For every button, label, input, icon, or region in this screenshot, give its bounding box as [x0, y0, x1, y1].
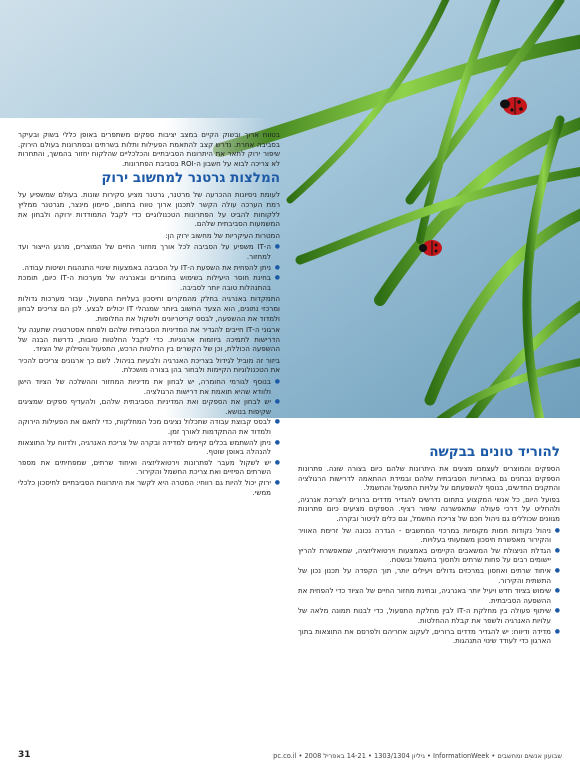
left-body-paragraph: ביזור זה מוביל לגידול בצריכת האנרגיה ולבעיות בניהול. לשם כך ארגונים צריכים להכיר את הטכנולוגיות הקיימות ולבחור בהן בצורה מושכלת. [18, 355, 280, 375]
footer-publication-info: שבועון אנשים ומחשבים • InformationWeek • גיליון 1303/1304 • 14-21 באפריל 2008 • pc.co.il [273, 752, 562, 760]
left-top-paragraph: בטווח ארוך ובשוק הקיים במצב יציבות ספקים משתפרים באופן כללי בשוק ובעיקר בסביבה אחרת. נדרש קצב להתאמת הפעילות ותלות בשרתים ובפתרונות בעולם הירוק. שיפור ירוק לתאר את היתרונות הסביבתיים והכלכליים שהלקוח יחזור בהמשך, והתחרות לא צריכה לבוא על חשבון ה-ROI בסביבת הפתרונות. [18, 130, 280, 168]
list-item: ● ירוק יכול להיות גם רווחי: המטרה היא לקשר את היתרונות הסביבתיים לחיסכון כלכלי ממשי. [18, 478, 280, 497]
list-item: ● הגדלת הניצולת של המשאבים הקיימים באמצעות וירטואליזציה, שמאפשרת להריץ יישומים רבים על פחות שרתים ולחסוך בחשמל ובשטח. [298, 546, 560, 565]
list-item: ● איחוד שרתים ואחסון במרכזים גדולים ויעילים יותר, תוך הקפדה על תכנון נכון של התשתית והקירור. [298, 566, 560, 585]
section-heading-gartner: המלצות גרטנר למחשוב ירוק [101, 170, 280, 187]
list-item: ● ניהול נקודות חמות מקומיות במרכזי המחשבים - הגדרה נכונה של זרימת האוויר והקירור מאפשרת חיסכון משמעותי בעלויות. [298, 526, 560, 545]
list-item: ● שיתוף פעולה בין מחלקת ה-IT לבין מחלקת התפעול, כדי לבנות תמונה מלאה של עלויות האנרגיה ולשפר את קבלת ההחלטות. [298, 606, 560, 625]
left-bullet-list-2 [18, 377, 280, 497]
right-body-paragraph: בפועל היום, כל אנשי המקצוע בתחום נדרשים להגדיר מדדים ברורים לצריכת אנרגיה, ולהחליט על דרכי פעולה שתאפשרנה שיפור רציף. הספקים מציעים כיום פתרונות מגוונים שכוללים גם ניהול חכם של צריכת החשמל, וגם כלים לניטור ובקרה. [298, 494, 560, 523]
list-item: ● בנוסף לגורמי החומרה, יש לבחון את מדיניות המחזור וההשלכה של הציוד הישן ולוודא שהיא תואמת את דרישות הרגולציה. [18, 377, 280, 396]
left-column-upper [18, 130, 280, 499]
list-item: ● יש לשקול מעבר לפתרונות וירטואליזציה ואיחוד שרתים, שמפחיתים את מספר השרתים הפיזיים ואת צריכת החשמל והקירור. [18, 458, 280, 477]
article-title: להוריד טונים בבקשה [429, 444, 560, 460]
list-item: ● לבסס קבוצת עבודה שתכלול נציגים מכל המחלקות, כדי לתאם את הפעילות הירוקה ולמדוד את ההתקדמות לאורך זמן. [18, 417, 280, 436]
left-body-paragraph: ארגוני ה-IT חייבים להגדיר את המדיניות הסביבתית שלהם ולפתח אסטרטגיה שתענה על הדרישות לתמיכה ביוזמות ארגוניות. כדי לקבל החלטות טובות, נדרשת הבנה של ההשפעה הכוללת, וכן של הקשרים בין החלטות הרכש, התפעול והסילוק של הציוד. [18, 325, 280, 354]
list-item: ● בחינת חוסר היעילות בשימוש בחומרים ובאנרגיה של מערכות ה-IT כיום, תומכת בהתנהלות טובה יותר לסביבה. [18, 273, 280, 292]
list-item: ● מדידה ודיווח: יש להגדיר מדדים ברורים, לעקוב אחריהם ולפרסם את התוצאות בתוך הארגון כדי לעודד שינוי התנהגות. [298, 627, 560, 646]
right-column [298, 442, 560, 648]
list-item: ● ניתן להשתמש בכלים קיימים למדידה ובקרה של צריכת האנרגיה, ולדווח על התוצאות להנהלה באופן שוטף. [18, 438, 280, 457]
page-footer [0, 750, 580, 764]
page-number: 31 [18, 750, 31, 760]
left-intro-paragraph: לעומת ניסיונות ההכרעה של מרטנר, גרטנר מציע סקירות שונות. בעולם שמשפיע על רמת הערכה עולה הקשר לתכנון ארוך טווח בתחום, סיימון מינצר, מגרטנר ממליץ ללקוחות להביט על הפתרונות הטכנולוגיים כדי לקבל התמודדות ירוקה ולבחון את המשמעות הסביבתית שלהם. [18, 190, 280, 229]
right-body-paragraph: הספקים והמוצרים לעצמם מציגים את היתרונות שלהם כיום בצורה שונה. פתרונות הספקים נבחנים גם באחריות הסביבתית שלהם ובמידת ההתאמה לדרישות הרגולציה והתקנים החדשים, בנוסף להשפעתם על עלויות התפעול והחשמל. [298, 464, 560, 493]
list-item: ● שימוש בציוד חדש ויעיל יותר באנרגיה, ובחינת מחזור החיים של הציוד כדי להפחית את ההשפעה הסביבתית. [298, 586, 560, 605]
left-list-intro: המטרות העיקריות של מחשוב ירוק הן: [165, 230, 280, 240]
left-bullet-list [18, 242, 280, 292]
right-bullet-list [298, 526, 560, 646]
list-item: ● ה-IT משפיע על הסביבה לכל אורך מחזור החיים של המוצרים, מרגע הייצור ועד למחזור. [18, 242, 280, 261]
list-item: ● יש לבחון את הספקים ואת המדיניות הסביבתית שלהם, ולהעדיף ספקים שמציגים שקיפות בנושא. [18, 397, 280, 416]
left-body-paragraph: התמקדות באנרגיה בחלק מהמקרים וחיסכון בעלויות התפעול, עבור מערכות גדולות ומרכזי נתונים, הוא הצעד החשוב ביותר שמנהלי IT יכולים לבצע. לכן הם צריכים לבחון ולמדוד את ההשפעה, לבסס קריטריונים ולשקול את החלופות. [18, 294, 280, 323]
list-item: ● ניתן להפחית את השפעת ה-IT על הסביבה באמצעות שינויי התנהגות ושיטות עבודה. [18, 263, 280, 273]
